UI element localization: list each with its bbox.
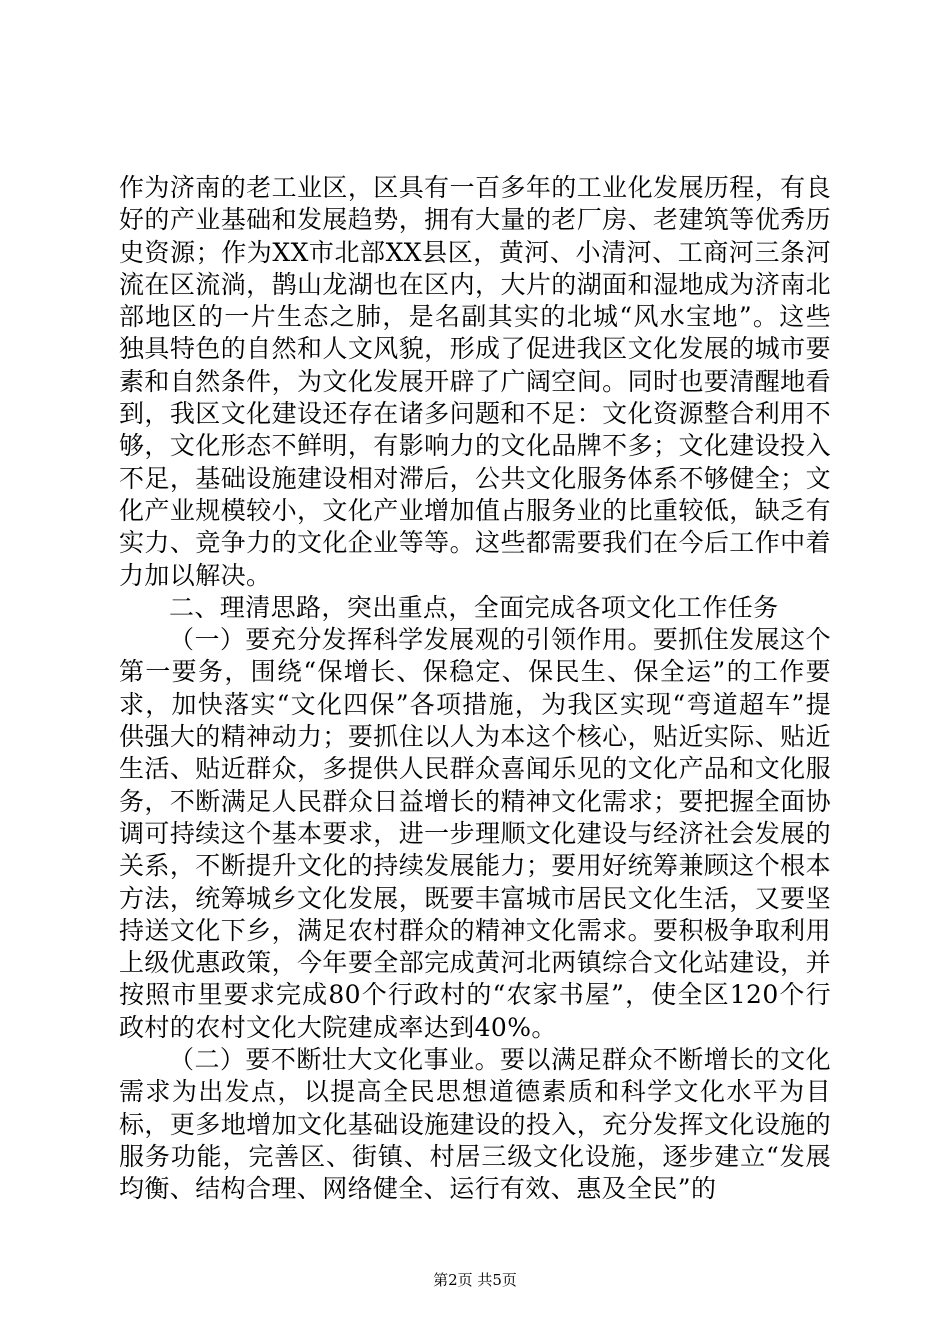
paragraph-item-1: （一）要充分发挥科学发展观的引领作用。要抓住发展这个第一要务，围绕“保增长、保稳定、保民生、保全运”的工作要求，加快落实“文化四保”各项措施，为我区实现“弯道超车”提供强大的精神动力；要抓住以人为本这个核心，贴近实际、贴近生活、贴近群众，多提供人民群众喜闻乐见的文化产品和文化服务，不断满足人民群众日益增长的精神文化需求；要把握全面协调可持续这个基本要求，进一步理顺文化建设与经济社会发展的关系，不断提升文化的持续发展能力；要用好统筹兼顾这个根本方法，统筹城乡文化发展，既要丰富城市居民文化生活，又要坚持送文化下乡，满足农村群众的精神文化需求。要积极争取利用上级优惠政策，今年要全部完成黄河北两镇综合文化站建设，并按照市里要求完成80个行政村的“农家书屋”，使全区120个行政村的农村文化大院建成率达到40%。 bbox=[119, 625, 831, 1042]
body-text bbox=[119, 172, 831, 1206]
paragraph-item-2: （二）要不断壮大文化事业。要以满足群众不断增长的文化需求为出发点，以提高全民思想道德素质和科学文化水平为目标，更多地增加文化基础设施建设的投入，充分发挥文化设施的服务功能，完善区、街镇、村居三级文化设施，逐步建立“发展均衡、结构合理、网络健全、运行有效、惠及全民”的 bbox=[119, 1045, 831, 1204]
page-footer: 第2页 共5页 bbox=[433, 1271, 517, 1289]
section-heading: 二、理清思路，突出重点，全面完成各项文化工作任务 bbox=[169, 592, 779, 622]
paragraph-continuation: 作为济南的老工业区，区具有一百多年的工业化发展历程，有良好的产业基础和发展趋势，拥有大量的老厂房、老建筑等优秀历史资源；作为XX市北部XX县区，黄河、小清河、工商河三条河流在区流淌，鹊山龙湖也在区内，大片的湖面和湿地成为济南北部地区的一片生态之肺，是名副其实的北城“风水宝地”。这些独具特色的自然和人文风貌，形成了促进我区文化发展的城市要素和自然条件，为文化发展开辟了广阔空间。同时也要清醒地看到，我区文化建设还存在诸多问题和不足：文化资源整合利用不够，文化形态不鲜明，有影响力的文化品牌不多；文化建设投入不足，基础设施建设相对滞后，公共文化服务体系不够健全；文化产业规模较小，文化产业增加值占服务业的比重较低，缺乏有实力、竞争力的文化企业等等。这些都需要我们在今后工作中着力加以解决。 bbox=[119, 173, 831, 590]
